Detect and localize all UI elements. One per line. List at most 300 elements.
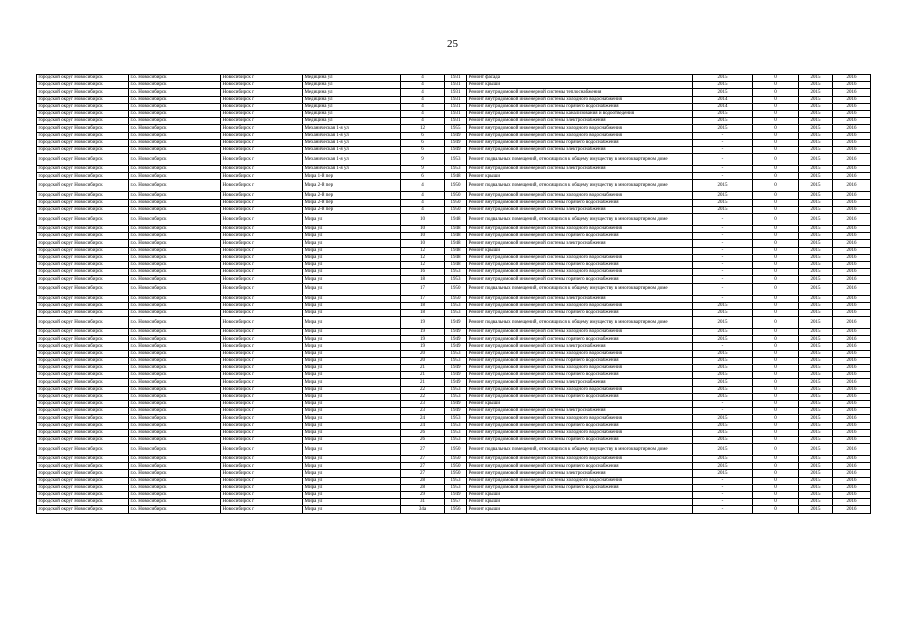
cell-house: 4 (401, 82, 445, 89)
cell-year-built: 1950 (445, 199, 467, 206)
cell-street: Мира ул (303, 372, 401, 379)
cell-period-start: 2015 (799, 125, 833, 132)
cell-settlement: г.о. Новосибирск (129, 269, 221, 276)
cell-settlement: г.о. Новосибирск (129, 110, 221, 117)
cell-plan-year: 2015 (693, 372, 753, 379)
cell-plan-year: 2015 (693, 357, 753, 364)
cell-period-end: 2016 (833, 254, 871, 261)
cell-settlement: г.о. Новосибирск (129, 96, 221, 103)
table-row (37, 365, 871, 372)
cell-street: Мира ул (303, 247, 401, 254)
cell-plan-year: - (693, 400, 753, 407)
cell-period-end: 2016 (833, 302, 871, 309)
cell-year-built: 1953 (445, 350, 467, 357)
cell-year-built: 1949 (445, 146, 467, 153)
table-row (37, 295, 871, 302)
cell-amount: 0 (753, 357, 799, 364)
cell-house: 17 (401, 283, 445, 295)
cell-house: 17 (401, 295, 445, 302)
cell-plan-year: 2015 (693, 302, 753, 309)
table-row (37, 110, 871, 117)
table-row (37, 302, 871, 309)
cell-district: городской округ Новосибирск (37, 254, 129, 261)
cell-period-start: 2015 (799, 96, 833, 103)
cell-district: городской округ Новосибирск (37, 506, 129, 513)
cell-district: городской округ Новосибирск (37, 82, 129, 89)
cell-district: городской округ Новосибирск (37, 226, 129, 233)
cell-period-end: 2016 (833, 422, 871, 429)
cell-city: Новосибирск г (221, 118, 303, 125)
cell-plan-year: - (693, 214, 753, 226)
cell-period-start: 2015 (799, 357, 833, 364)
cell-city: Новосибирск г (221, 283, 303, 295)
cell-house: 23 (401, 400, 445, 407)
cell-period-end: 2016 (833, 192, 871, 199)
cell-period-start: 2015 (799, 372, 833, 379)
cell-street: Механическая 1-я ул (303, 132, 401, 139)
cell-street: Мира ул (303, 386, 401, 393)
cell-amount: 0 (753, 226, 799, 233)
cell-plan-year: 2015 (693, 125, 753, 132)
cell-period-start: 2015 (799, 82, 833, 89)
cell-street: Механическая 1-я ул (303, 154, 401, 166)
cell-amount: 0 (753, 75, 799, 82)
cell-plan-year: - (693, 173, 753, 180)
cell-amount: 0 (753, 477, 799, 484)
table-row (37, 309, 871, 316)
cell-settlement: г.о. Новосибирск (129, 139, 221, 146)
cell-district: городской округ Новосибирск (37, 180, 129, 192)
cell-plan-year: 2015 (693, 180, 753, 192)
cell-year-built: 1950 (445, 463, 467, 470)
cell-amount: 0 (753, 436, 799, 443)
cell-city: Новосибирск г (221, 103, 303, 110)
cell-period-start: 2015 (799, 261, 833, 268)
cell-period-end: 2016 (833, 132, 871, 139)
cell-plan-year: 2015 (693, 309, 753, 316)
table-row (37, 357, 871, 364)
cell-settlement: г.о. Новосибирск (129, 343, 221, 350)
cell-street: Мира ул (303, 329, 401, 336)
cell-house: 4 (401, 192, 445, 199)
cell-year-built: 1953 (445, 166, 467, 173)
cell-period-end: 2016 (833, 336, 871, 343)
cell-street: Мира ул (303, 492, 401, 499)
cell-period-start: 2015 (799, 233, 833, 240)
cell-city: Новосибирск г (221, 192, 303, 199)
cell-street: Мира ул (303, 269, 401, 276)
repair-program-table (36, 74, 871, 514)
cell-settlement: г.о. Новосибирск (129, 350, 221, 357)
cell-house: 6 (401, 173, 445, 180)
cell-settlement: г.о. Новосибирск (129, 214, 221, 226)
cell-settlement: г.о. Новосибирск (129, 365, 221, 372)
cell-period-end: 2016 (833, 146, 871, 153)
cell-period-start: 2015 (799, 240, 833, 247)
cell-settlement: г.о. Новосибирск (129, 154, 221, 166)
cell-house: 16 (401, 269, 445, 276)
cell-city: Новосибирск г (221, 357, 303, 364)
cell-street: Мира 2-й пер (303, 180, 401, 192)
cell-district: городской округ Новосибирск (37, 444, 129, 456)
table-row (37, 393, 871, 400)
cell-street: Медицина ул (303, 103, 401, 110)
cell-district: городской округ Новосибирск (37, 233, 129, 240)
cell-period-end: 2016 (833, 206, 871, 213)
cell-street: Мира 2-й пер (303, 199, 401, 206)
cell-street: Мира ул (303, 233, 401, 240)
cell-period-start: 2015 (799, 350, 833, 357)
cell-amount: 0 (753, 470, 799, 477)
cell-city: Новосибирск г (221, 154, 303, 166)
cell-plan-year: - (693, 343, 753, 350)
cell-settlement: г.о. Новосибирск (129, 372, 221, 379)
cell-district: городской округ Новосибирск (37, 139, 129, 146)
cell-period-end: 2016 (833, 429, 871, 436)
cell-settlement: г.о. Новосибирск (129, 379, 221, 386)
cell-settlement: г.о. Новосибирск (129, 408, 221, 415)
cell-period-start: 2015 (799, 276, 833, 283)
cell-plan-year: 2015 (693, 436, 753, 443)
cell-district: городской округ Новосибирск (37, 317, 129, 329)
cell-amount: 0 (753, 393, 799, 400)
cell-year-built: 1953 (445, 429, 467, 436)
cell-period-start: 2015 (799, 269, 833, 276)
cell-plan-year: - (693, 477, 753, 484)
cell-house: 10 (401, 226, 445, 233)
cell-city: Новосибирск г (221, 269, 303, 276)
cell-street: Мира ул (303, 393, 401, 400)
cell-city: Новосибирск г (221, 180, 303, 192)
cell-amount: 0 (753, 408, 799, 415)
cell-amount: 0 (753, 365, 799, 372)
cell-street: Мира ул (303, 484, 401, 491)
cell-period-end: 2016 (833, 180, 871, 192)
cell-year-built: 1949 (445, 139, 467, 146)
table-row (37, 343, 871, 350)
cell-period-start: 2015 (799, 422, 833, 429)
cell-period-end: 2016 (833, 379, 871, 386)
cell-house: 21 (401, 365, 445, 372)
table-row (37, 233, 871, 240)
cell-amount: 0 (753, 492, 799, 499)
cell-street: Медицина ул (303, 89, 401, 96)
cell-plan-year: - (693, 154, 753, 166)
cell-period-end: 2016 (833, 96, 871, 103)
cell-district: городской округ Новосибирск (37, 350, 129, 357)
cell-work-type: Ремонт внутридомовой инженерной системы горячего водоснабжения (467, 261, 693, 268)
cell-amount: 0 (753, 506, 799, 513)
cell-period-end: 2016 (833, 463, 871, 470)
cell-period-start: 2015 (799, 470, 833, 477)
cell-year-built: 1948 (445, 233, 467, 240)
cell-work-type: Ремонт крыши (467, 82, 693, 89)
cell-year-built: 1953 (445, 276, 467, 283)
cell-year-built: 1950 (445, 180, 467, 192)
cell-work-type: Ремонт внутридомовой инженерной системы холодного водоснабжения (467, 477, 693, 484)
cell-period-start: 2015 (799, 247, 833, 254)
cell-amount: 0 (753, 240, 799, 247)
cell-year-built: 1948 (445, 247, 467, 254)
cell-work-type: Ремонт подвальных помещений, относящихся к общему имуществу в многоквартирном доме (467, 180, 693, 192)
cell-period-start: 2015 (799, 89, 833, 96)
cell-city: Новосибирск г (221, 75, 303, 82)
cell-settlement: г.о. Новосибирск (129, 444, 221, 456)
cell-street: Мира ул (303, 470, 401, 477)
cell-period-start: 2015 (799, 309, 833, 316)
cell-city: Новосибирск г (221, 484, 303, 491)
cell-work-type: Ремонт внутридомовой инженерной системы горячего водоснабжения (467, 484, 693, 491)
cell-period-end: 2016 (833, 484, 871, 491)
cell-work-type: Ремонт внутридомовой инженерной системы электроснабжения (467, 343, 693, 350)
cell-period-end: 2016 (833, 492, 871, 499)
table-row (37, 154, 871, 166)
cell-house: 19 (401, 343, 445, 350)
cell-work-type: Ремонт внутридомовой инженерной системы горячего водоснабжения (467, 357, 693, 364)
cell-work-type: Ремонт внутридомовой инженерной системы электроснабжения (467, 146, 693, 153)
cell-work-type: Ремонт фасада (467, 75, 693, 82)
cell-period-end: 2016 (833, 110, 871, 117)
cell-amount: 0 (753, 118, 799, 125)
cell-year-built: 1948 (445, 173, 467, 180)
cell-period-end: 2016 (833, 226, 871, 233)
cell-house: 24 (401, 422, 445, 429)
cell-district: городской округ Новосибирск (37, 492, 129, 499)
cell-district: городской округ Новосибирск (37, 343, 129, 350)
cell-city: Новосибирск г (221, 132, 303, 139)
cell-year-built: 1950 (445, 192, 467, 199)
cell-work-type: Ремонт внутридомовой инженерной системы холодного водоснабжения (467, 456, 693, 463)
table-row (37, 206, 871, 213)
cell-city: Новосибирск г (221, 206, 303, 213)
cell-work-type: Ремонт крыши (467, 173, 693, 180)
cell-period-start: 2015 (799, 343, 833, 350)
cell-year-built: 1949 (445, 372, 467, 379)
cell-period-end: 2016 (833, 103, 871, 110)
cell-period-start: 2015 (799, 226, 833, 233)
cell-street: Мира ул (303, 295, 401, 302)
cell-period-end: 2016 (833, 477, 871, 484)
cell-year-built: 1949 (445, 329, 467, 336)
cell-amount: 0 (753, 261, 799, 268)
cell-street: Мира ул (303, 302, 401, 309)
cell-plan-year: - (693, 254, 753, 261)
cell-settlement: г.о. Новосибирск (129, 309, 221, 316)
cell-district: городской округ Новосибирск (37, 154, 129, 166)
cell-work-type: Ремонт внутридомовой инженерной системы холодного водоснабжения (467, 429, 693, 436)
cell-settlement: г.о. Новосибирск (129, 477, 221, 484)
cell-district: городской округ Новосибирск (37, 276, 129, 283)
cell-street: Механическая 1-я ул (303, 125, 401, 132)
cell-year-built: 1948 (445, 254, 467, 261)
cell-amount: 0 (753, 379, 799, 386)
cell-year-built: 1957 (445, 499, 467, 506)
cell-street: Мира ул (303, 343, 401, 350)
cell-work-type: Ремонт подвальных помещений, относящихся к общему имуществу в многоквартирном доме (467, 444, 693, 456)
cell-period-start: 2015 (799, 484, 833, 491)
cell-settlement: г.о. Новосибирск (129, 240, 221, 247)
table-row (37, 436, 871, 443)
cell-settlement: г.о. Новосибирск (129, 75, 221, 82)
cell-year-built: 1953 (445, 436, 467, 443)
cell-city: Новосибирск г (221, 254, 303, 261)
cell-settlement: г.о. Новосибирск (129, 470, 221, 477)
cell-plan-year: 2015 (693, 386, 753, 393)
table-row (37, 118, 871, 125)
cell-house: 29 (401, 492, 445, 499)
cell-street: Мира ул (303, 379, 401, 386)
cell-district: городской округ Новосибирск (37, 89, 129, 96)
cell-period-end: 2016 (833, 408, 871, 415)
cell-amount: 0 (753, 110, 799, 117)
cell-period-start: 2015 (799, 415, 833, 422)
cell-house: 26 (401, 429, 445, 436)
table-row (37, 506, 871, 513)
cell-district: городской округ Новосибирск (37, 336, 129, 343)
cell-work-type: Ремонт внутридомовой инженерной системы электроснабжения (467, 408, 693, 415)
cell-city: Новосибирск г (221, 125, 303, 132)
cell-period-end: 2016 (833, 75, 871, 82)
cell-district: городской округ Новосибирск (37, 386, 129, 393)
cell-street: Мира ул (303, 400, 401, 407)
cell-year-built: 1950 (445, 456, 467, 463)
cell-amount: 0 (753, 192, 799, 199)
cell-house: 21 (401, 379, 445, 386)
cell-period-end: 2016 (833, 506, 871, 513)
cell-district: городской округ Новосибирск (37, 192, 129, 199)
cell-house: 28 (401, 484, 445, 491)
cell-work-type: Ремонт внутридомовой инженерной системы горячего водоснабжения (467, 309, 693, 316)
cell-district: городской округ Новосибирск (37, 214, 129, 226)
cell-period-start: 2015 (799, 499, 833, 506)
cell-settlement: г.о. Новосибирск (129, 261, 221, 268)
cell-period-end: 2016 (833, 82, 871, 89)
cell-settlement: г.о. Новосибирск (129, 422, 221, 429)
cell-house: 26 (401, 436, 445, 443)
cell-district: городской округ Новосибирск (37, 400, 129, 407)
cell-street: Мира ул (303, 214, 401, 226)
cell-district: городской округ Новосибирск (37, 357, 129, 364)
cell-amount: 0 (753, 180, 799, 192)
cell-work-type: Ремонт внутридомовой инженерной системы горячего водоснабжения (467, 103, 693, 110)
cell-house: 19 (401, 317, 445, 329)
cell-period-start: 2015 (799, 110, 833, 117)
cell-plan-year: - (693, 276, 753, 283)
cell-period-end: 2016 (833, 329, 871, 336)
cell-district: городской округ Новосибирск (37, 415, 129, 422)
cell-year-built: 1931 (445, 103, 467, 110)
table-row (37, 350, 871, 357)
cell-street: Мира ул (303, 336, 401, 343)
cell-district: городской округ Новосибирск (37, 206, 129, 213)
cell-amount: 0 (753, 154, 799, 166)
cell-street: Мира ул (303, 309, 401, 316)
cell-year-built: 1949 (445, 365, 467, 372)
cell-work-type: Ремонт внутридомовой инженерной системы горячего водоснабжения (467, 233, 693, 240)
cell-street: Мира ул (303, 276, 401, 283)
cell-district: городской округ Новосибирск (37, 110, 129, 117)
cell-district: городской округ Новосибирск (37, 132, 129, 139)
cell-year-built: 1953 (445, 484, 467, 491)
cell-work-type: Ремонт внутридомовой инженерной системы электроснабжения (467, 240, 693, 247)
cell-city: Новосибирск г (221, 492, 303, 499)
cell-amount: 0 (753, 214, 799, 226)
cell-period-start: 2015 (799, 408, 833, 415)
table-row (37, 422, 871, 429)
table-row (37, 226, 871, 233)
cell-house: 34а (401, 506, 445, 513)
cell-district: городской округ Новосибирск (37, 261, 129, 268)
table-row (37, 103, 871, 110)
cell-settlement: г.о. Новосибирск (129, 132, 221, 139)
cell-district: городской округ Новосибирск (37, 247, 129, 254)
cell-period-start: 2015 (799, 317, 833, 329)
cell-district: городской округ Новосибирск (37, 103, 129, 110)
cell-settlement: г.о. Новосибирск (129, 429, 221, 436)
cell-amount: 0 (753, 247, 799, 254)
cell-street: Медицина ул (303, 118, 401, 125)
cell-work-type: Ремонт внутридомовой инженерной системы электроснабжения (467, 470, 693, 477)
cell-period-end: 2016 (833, 269, 871, 276)
cell-plan-year: - (693, 132, 753, 139)
cell-year-built: 1949 (445, 132, 467, 139)
cell-year-built: 1949 (445, 317, 467, 329)
cell-plan-year: 2015 (693, 393, 753, 400)
cell-amount: 0 (753, 386, 799, 393)
cell-house: 4 (401, 110, 445, 117)
cell-period-start: 2015 (799, 254, 833, 261)
cell-year-built: 1950 (445, 206, 467, 213)
cell-city: Новосибирск г (221, 96, 303, 103)
cell-work-type: Ремонт внутридомовой инженерной системы теплоснабжения (467, 89, 693, 96)
table-row (37, 82, 871, 89)
cell-work-type: Ремонт внутридомовой инженерной системы холодного водоснабжения (467, 125, 693, 132)
cell-district: городской округ Новосибирск (37, 484, 129, 491)
cell-district: городской округ Новосибирск (37, 96, 129, 103)
cell-period-start: 2015 (799, 132, 833, 139)
page-number: 25 (447, 38, 458, 50)
cell-house: 27 (401, 463, 445, 470)
cell-settlement: г.о. Новосибирск (129, 118, 221, 125)
cell-period-start: 2015 (799, 199, 833, 206)
cell-settlement: г.о. Новосибирск (129, 302, 221, 309)
cell-district: городской округ Новосибирск (37, 365, 129, 372)
cell-year-built: 1953 (445, 309, 467, 316)
table-row (37, 132, 871, 139)
cell-period-start: 2015 (799, 103, 833, 110)
cell-district: городской округ Новосибирск (37, 463, 129, 470)
cell-district: городской округ Новосибирск (37, 309, 129, 316)
cell-settlement: г.о. Новосибирск (129, 329, 221, 336)
cell-amount: 0 (753, 350, 799, 357)
cell-work-type: Ремонт внутридомовой инженерной системы горячего водоснабжения (467, 463, 693, 470)
cell-period-end: 2016 (833, 276, 871, 283)
cell-city: Новосибирск г (221, 499, 303, 506)
cell-city: Новосибирск г (221, 408, 303, 415)
cell-house: 4 (401, 206, 445, 213)
cell-period-end: 2016 (833, 118, 871, 125)
cell-plan-year: 2015 (693, 89, 753, 96)
cell-amount: 0 (753, 295, 799, 302)
cell-year-built: 1953 (445, 302, 467, 309)
cell-district: городской округ Новосибирск (37, 408, 129, 415)
cell-city: Новосибирск г (221, 429, 303, 436)
cell-period-end: 2016 (833, 317, 871, 329)
cell-house: 27 (401, 456, 445, 463)
cell-work-type: Ремонт внутридомовой инженерной системы горячего водоснабжения (467, 139, 693, 146)
cell-city: Новосибирск г (221, 89, 303, 96)
cell-district: городской округ Новосибирск (37, 470, 129, 477)
